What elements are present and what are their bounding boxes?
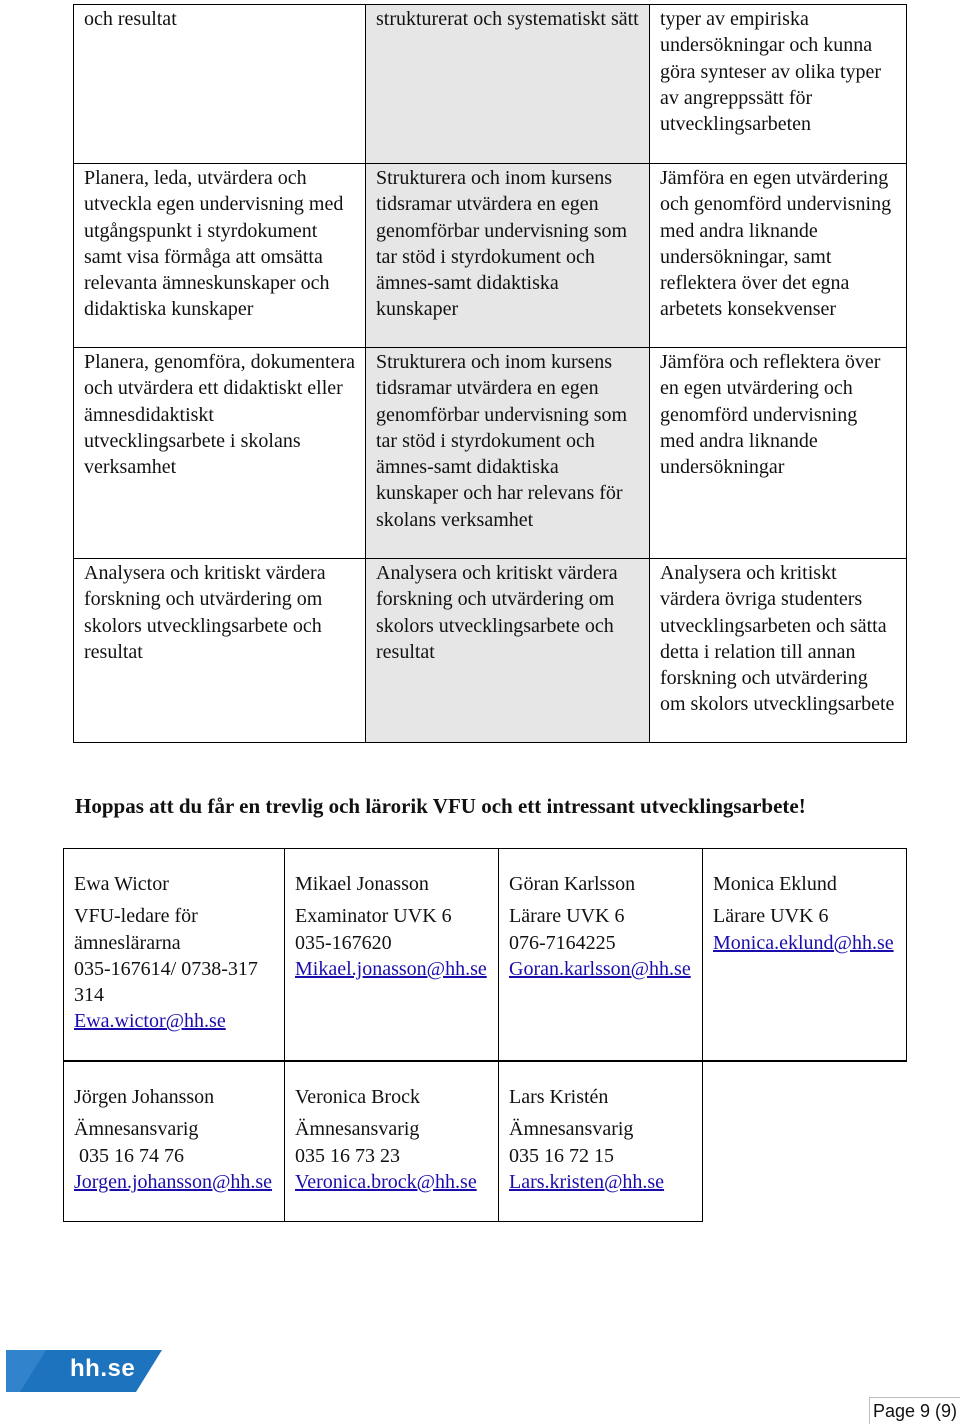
closing-message: Hoppas att du får en trevlig och lärorik VFU och ett intressant utvecklingsarbete!	[75, 794, 806, 818]
contact-role: Ämnesansvarig	[509, 1118, 634, 1141]
table-row	[74, 559, 907, 743]
contact-name: Monica Eklund	[713, 873, 837, 895]
criteria-cell-passed: strukturerat och systematiskt sätt	[366, 5, 650, 164]
contact-name: Göran Karlsson	[509, 873, 636, 895]
contact-phone: 035 16 74 76	[74, 1144, 184, 1167]
contact-email-link[interactable]: Ewa.wictor@hh.se	[74, 1010, 226, 1033]
contact-role: Ämnesansvarig	[74, 1118, 199, 1141]
criteria-cell-passed: Strukturera och inom kursens tidsramar utvärdera en egen genomförbar undervisning som tar stöd i styrdokument och ämnes-samt didaktiska kunskaper och har relevans för skolans verksamhet	[366, 348, 650, 559]
contact-card	[499, 1062, 703, 1222]
criteria-cell-goal: Planera, genomföra, dokumentera och utvärdera ett didaktiskt eller ämnesdidaktiskt utvecklingsarbete i skolans verksamhet	[74, 348, 366, 559]
criteria-cell-distinction: Jämföra och reflektera över en egen utvärdering och genomförd undervisning med andra liknande undersökningar	[650, 348, 907, 559]
criteria-table	[73, 4, 907, 743]
table-row	[64, 849, 907, 1061]
contact-email-link[interactable]: Jorgen.johansson@hh.se	[74, 1170, 273, 1193]
table-row	[74, 5, 907, 164]
page-number: Page 9 (9)	[869, 1397, 960, 1424]
criteria-cell-goal: och resultat	[74, 5, 366, 164]
criteria-cell-passed: Analysera och kritiskt värdera forskning och utvärdering om skolors utvecklingsarbete och resultat	[366, 559, 650, 743]
contact-role: Ämnesansvarig	[295, 1118, 420, 1141]
contact-role: Examinator UVK 6	[295, 905, 452, 928]
contact-phone: 035 16 72 15	[509, 1144, 614, 1167]
contact-card	[499, 849, 703, 1061]
contact-email-link[interactable]: Monica.eklund@hh.se	[713, 931, 894, 954]
contact-email-link[interactable]: Veronica.brock@hh.se	[295, 1170, 477, 1193]
contact-email-link[interactable]: Mikael.jonasson@hh.se	[295, 957, 487, 980]
contact-card	[703, 849, 907, 1061]
criteria-cell-distinction: typer av empiriska undersökningar och kunna göra synteser av olika typer av angreppssätt för utvecklingsarbeten	[650, 5, 907, 164]
contact-phone: 035-167614/ 0738-317 314	[74, 957, 258, 1007]
criteria-cell-passed: Strukturera och inom kursens tidsramar utvärdera en egen genomförbar undervisning som tar stöd i styrdokument och ämnes-samt didaktiska kunskaper	[366, 164, 650, 348]
contact-role: VFU-ledare för ämneslärarna	[74, 905, 198, 954]
criteria-cell-distinction: Analysera och kritiskt värdera övriga studenters utvecklingsarbeten och sätta detta i relation till annan forskning och utvärdering om skolors utvecklingsarbete	[650, 559, 907, 743]
contacts-table-row2	[63, 1061, 907, 1222]
contact-email-link[interactable]: Goran.karlsson@hh.se	[509, 957, 691, 980]
contact-name: Jörgen Johansson	[74, 1086, 215, 1108]
contact-card	[64, 849, 285, 1061]
contact-name: Veronica Brock	[295, 1086, 420, 1108]
contact-phone: 076-7164225	[509, 931, 616, 954]
table-row	[74, 164, 907, 348]
contact-card	[285, 849, 499, 1061]
contact-card	[285, 1062, 499, 1222]
contact-name: Ewa Wictor	[74, 873, 169, 895]
contact-name: Lars Kristén	[509, 1086, 609, 1108]
contact-phone: 035-167620	[295, 931, 392, 954]
table-row	[64, 1062, 907, 1222]
contact-role: Lärare UVK 6	[509, 905, 625, 928]
logo-text: hh.se	[70, 1355, 136, 1382]
table-row	[74, 348, 907, 559]
contact-email-link[interactable]: Lars.kristen@hh.se	[509, 1170, 665, 1193]
empty-cell	[703, 1062, 907, 1222]
contact-card	[64, 1062, 285, 1222]
contact-role: Lärare UVK 6	[713, 905, 829, 928]
contacts-table-row1	[63, 848, 907, 1061]
criteria-cell-goal: Analysera och kritiskt värdera forskning och utvärdering om skolors utvecklingsarbete och resultat	[74, 559, 366, 743]
contact-name: Mikael Jonasson	[295, 873, 429, 895]
contact-phone: 035 16 73 23	[295, 1144, 400, 1167]
criteria-cell-goal: Planera, leda, utvärdera och utveckla egen undervisning med utgångspunkt i styrdokument samt visa förmåga att omsätta relevanta ämneskunskaper och didaktiska kunskaper	[74, 164, 366, 348]
criteria-cell-distinction: Jämföra en egen utvärdering och genomförd undervisning med andra liknande undersökningar, samt reflektera över det egna arbetets konsekvenser	[650, 164, 907, 348]
